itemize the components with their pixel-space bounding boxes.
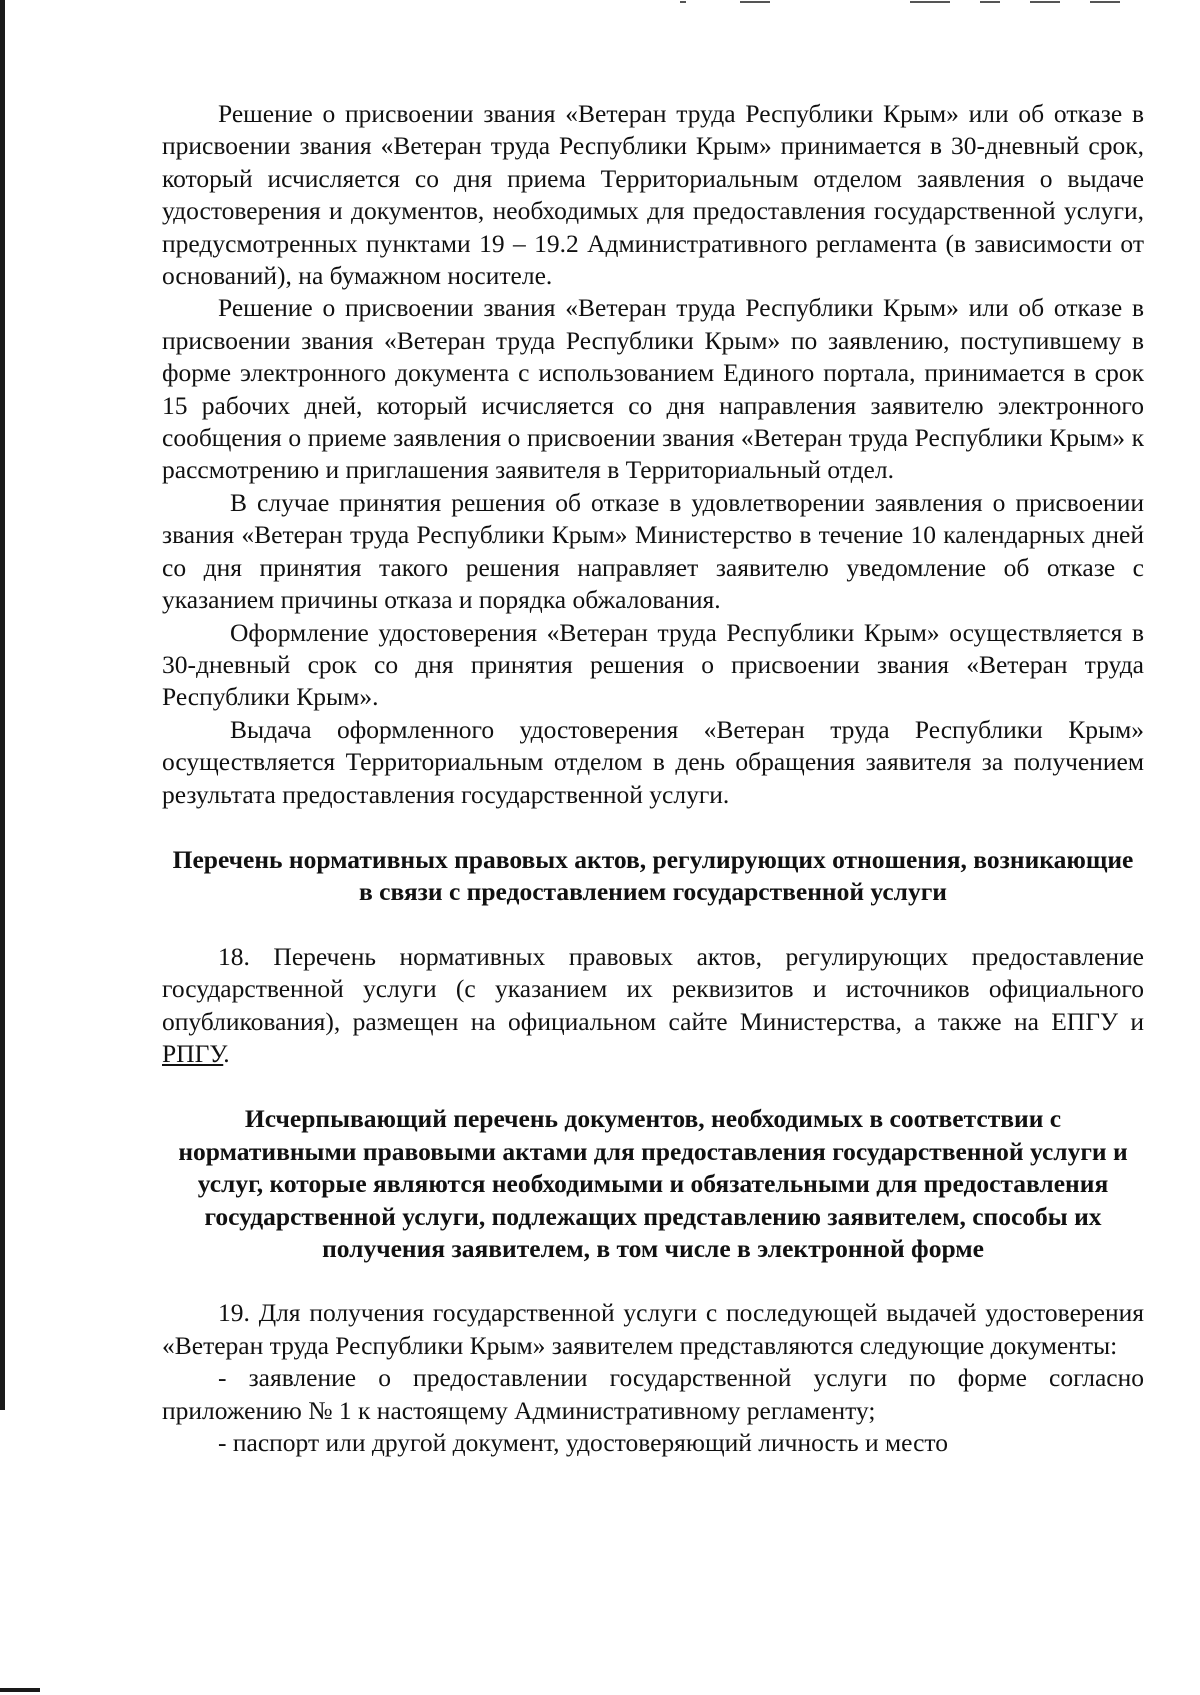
paragraph-certificate-delivery: Выдача оформленного удостоверения «Ветеран труда Республики Крым» осуществляется Территориальным отделом в день обращения заявителя за получением результата предоставления государственной услуги. bbox=[162, 714, 1144, 809]
scan-edge-left bbox=[0, 0, 5, 1410]
paragraph-refusal-notice: В случае принятия решения об отказе в удовлетворении заявления о присвоении звания «Ветеран труда Республики Крым» Министерство в течение 10 календарных дней со дня принятия такого решения направляет заявителю уведомление об отказе с указанием причины отказа и порядка обжалования. bbox=[162, 487, 1144, 615]
document-page bbox=[162, 98, 1144, 1459]
rpgu-link[interactable]: РПГУ bbox=[162, 1038, 224, 1068]
scan-top-marks bbox=[680, 0, 1120, 6]
paragraph-18 bbox=[162, 941, 1144, 1071]
paragraph-decision-electronic: Решение о присвоении звания «Ветеран труда Республики Крым» или об отказе в присвоении звания «Ветеран труда Республики Крым» по заявлению, поступившему в форме электронного документа с использованием Единого портала, принимается в срок 15 рабочих дней, который исчисляется со дня направления заявителю электронного сообщения о приеме заявления о присвоении звания «Ветеран труда Республики Крым» к рассмотрению и приглашения заявителя в Территориальный отдел. bbox=[162, 293, 1144, 485]
heading-required-documents: Исчерпывающий перечень документов, необходимых в соответствии с нормативными правовыми актами для предоставления государственной услуги и услуг, которые являются необходимыми и обязательными для предоставления государственной услуги, подлежащих представлению заявителем, способы их получения заявителем, в том числе в электронной форме bbox=[178, 1104, 1128, 1263]
paragraph-18-text: 18. Перечень нормативных правовых актов, регулирующих предоставление государственной услуги (с указанием их реквизитов и источников официального опубликования), размещен на официальном сайте Министерства, а также на ЕПГУ и bbox=[162, 941, 1144, 1036]
list-item-application: - заявление о предоставлении государственной услуги по форме согласно приложению № 1 к настоящему Административному регламенту; bbox=[162, 1363, 1144, 1425]
paragraph-19: 19. Для получения государственной услуги с последующей выдачей удостоверения «Ветеран труда Республики Крым» заявителем представляются следующие документы: bbox=[162, 1298, 1144, 1360]
list-item-passport: - паспорт или другой документ, удостоверяющий личность и место bbox=[218, 1428, 948, 1458]
paragraph-decision-paper: Решение о присвоении звания «Ветеран труда Республики Крым» или об отказе в присвоении звания «Ветеран труда Республики Крым» принимается в 30-дневный срок, который исчисляется со дня приема Территориальным отделом заявления о выдаче удостоверения и документов, необходимых для предоставления государственной услуги, предусмотренных пунктами 19 – 19.2 Административного регламента (в зависимости от оснований), на бумажном носителе. bbox=[162, 99, 1144, 291]
paragraph-certificate-issuance: Оформление удостоверения «Ветеран труда Республики Крым» осуществляется в 30-дневный срок со дня принятия решения о присвоении звания «Ветеран труда Республики Крым». bbox=[162, 617, 1144, 712]
paragraph-18-end: . bbox=[223, 1038, 230, 1068]
heading-legal-acts: Перечень нормативных правовых актов, регулирующих отношения, возникающие в связи с предоставлением государственной услуги bbox=[172, 844, 1134, 907]
scan-edge-bottom bbox=[0, 1688, 40, 1692]
